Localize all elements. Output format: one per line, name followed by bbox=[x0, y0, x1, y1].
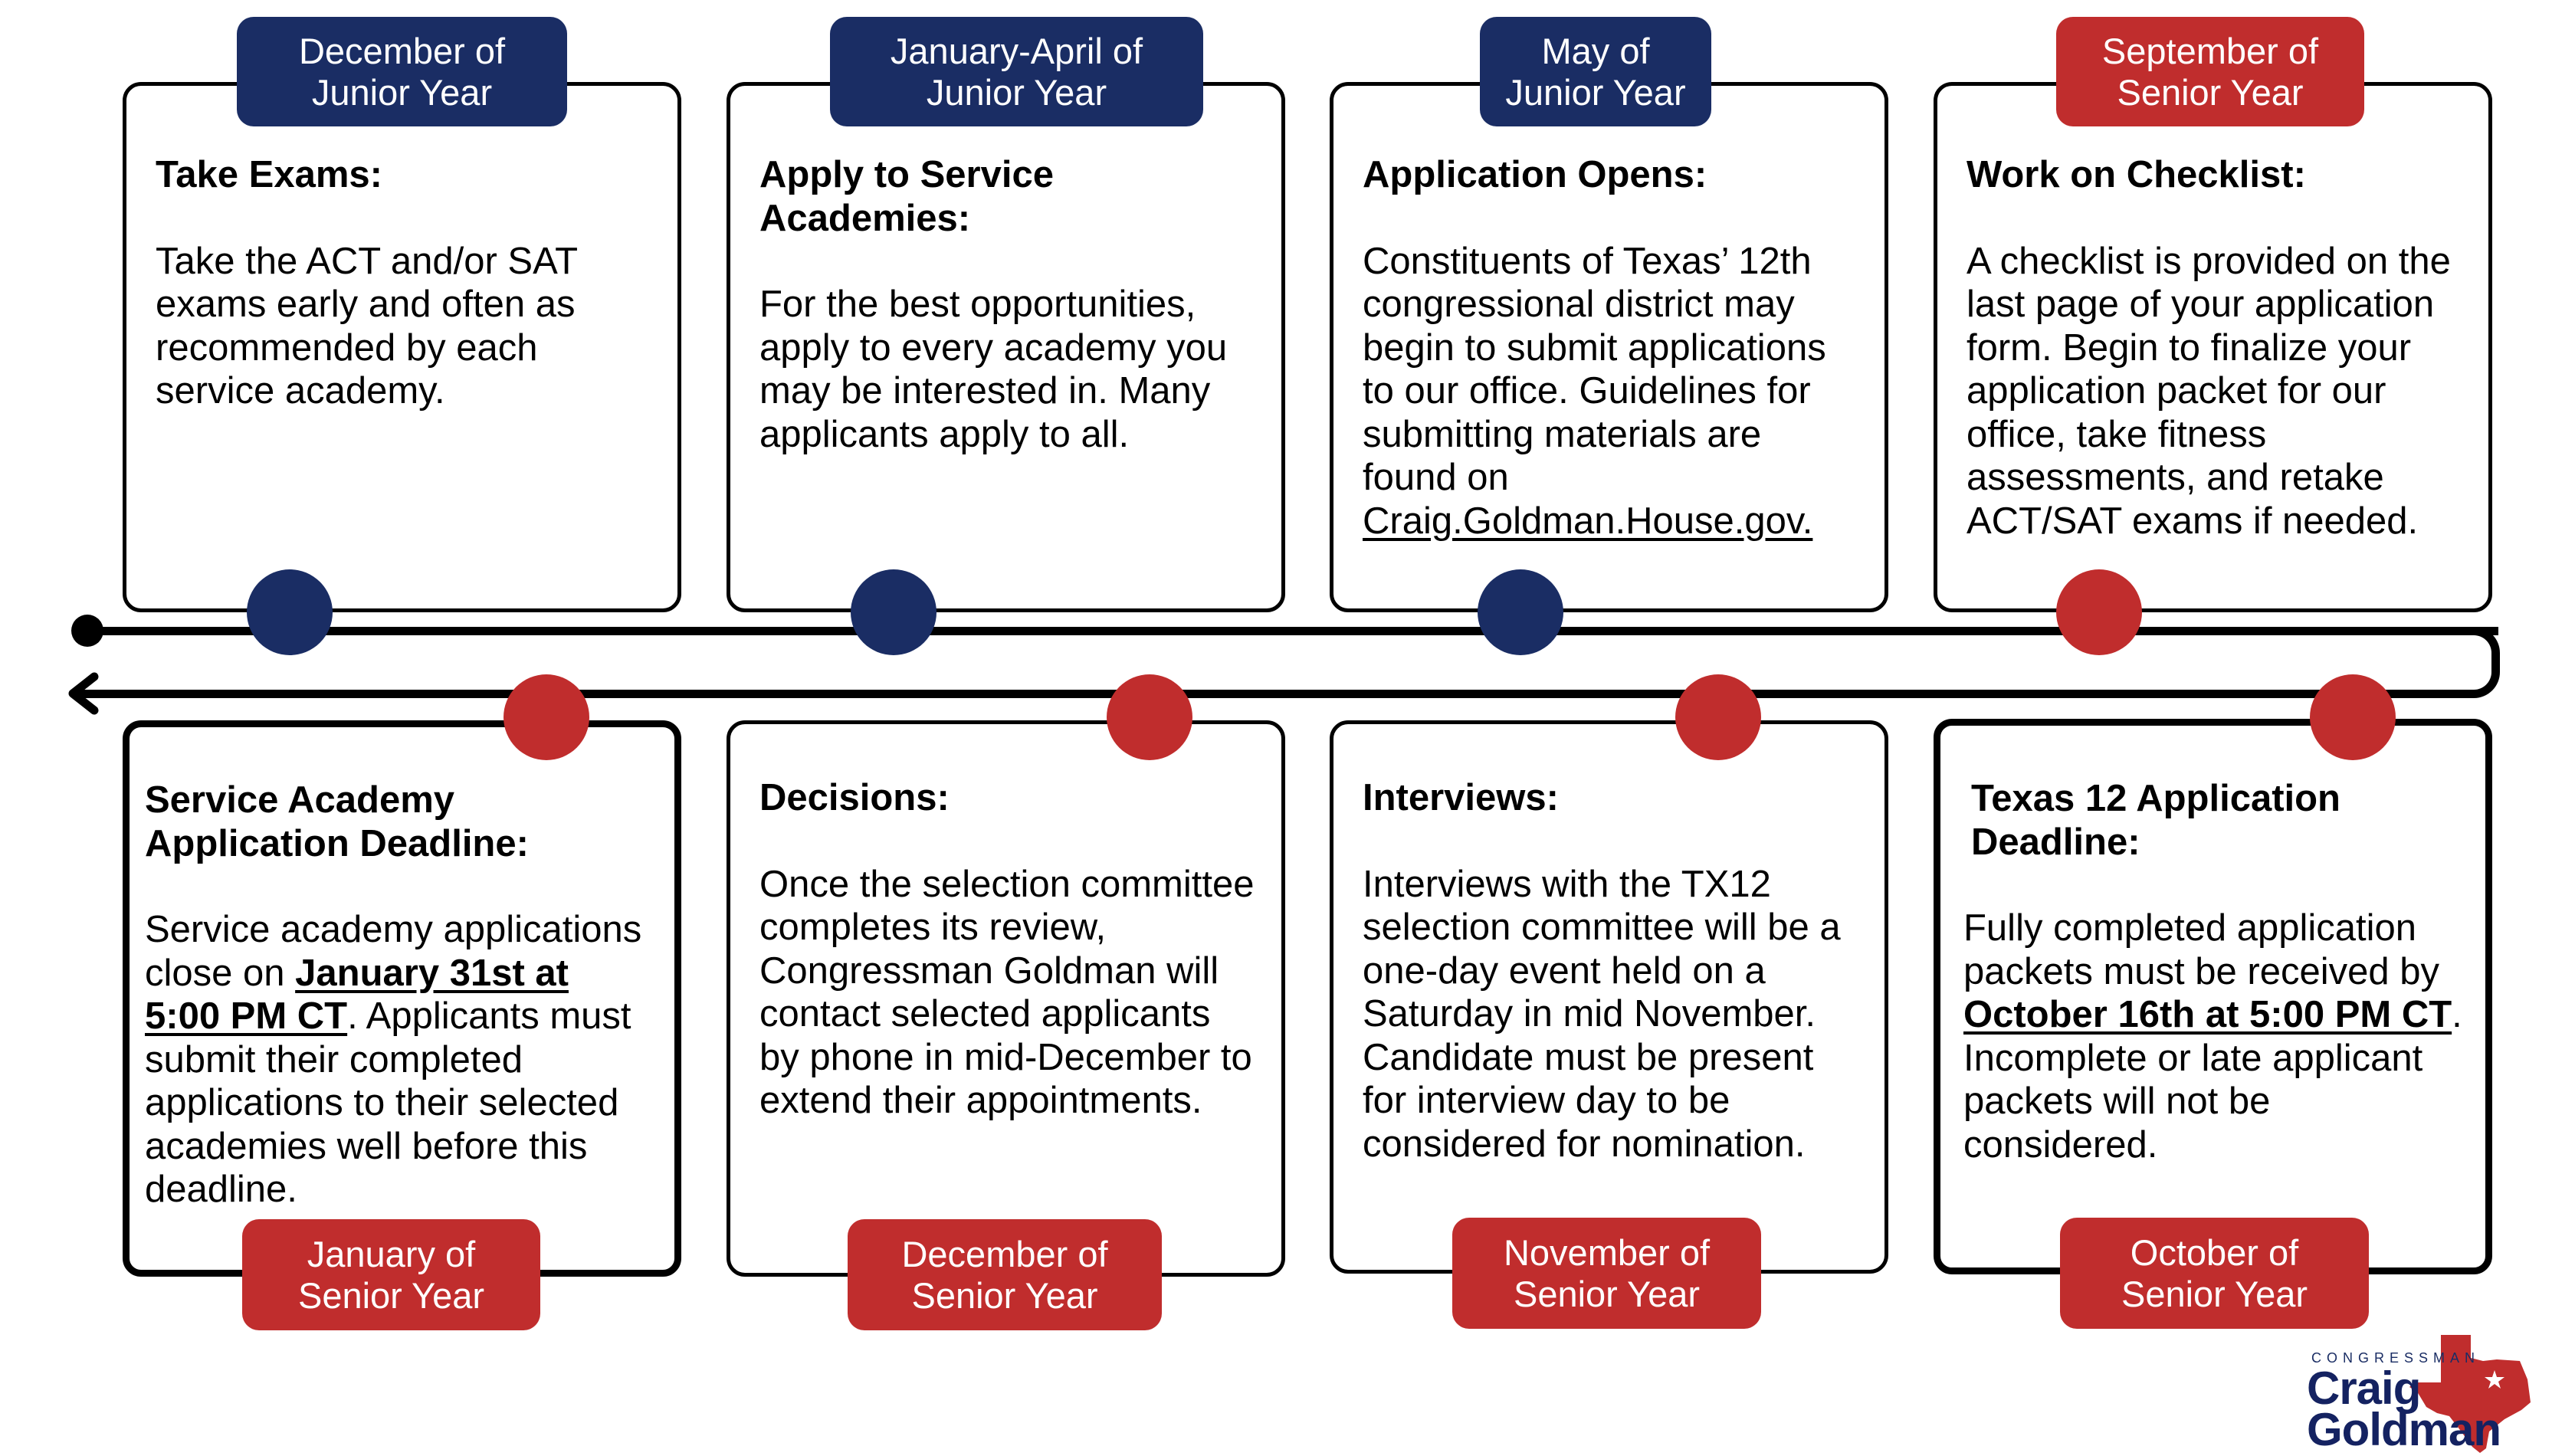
timeline-marker bbox=[2056, 569, 2142, 655]
logo-title: CONGRESSMAN bbox=[2311, 1350, 2481, 1366]
deadline-emphasis: October 16th at 5:00 PM CT bbox=[1963, 994, 2452, 1035]
milestone-title: Interviews: bbox=[1363, 777, 1559, 818]
milestone-body bbox=[1363, 240, 1862, 543]
milestone-card-apply-academies bbox=[727, 82, 1285, 612]
milestone-body-text: Constituents of Texas’ 12th congressional district may begin to submit applications to our office. Guidelines for submitting materials are found on bbox=[1363, 240, 1826, 498]
website-link[interactable]: Craig.Goldman.House.gov. bbox=[1363, 500, 1813, 542]
milestone-card-decisions bbox=[727, 720, 1285, 1277]
logo-last-name: Goldman bbox=[2307, 1404, 2501, 1455]
milestone-title: Work on Checklist: bbox=[1967, 154, 2306, 195]
timeline-track-lower bbox=[77, 690, 2422, 698]
date-label-line: September of bbox=[2101, 30, 2319, 71]
date-label-january-senior bbox=[242, 1219, 540, 1330]
milestone-body: For the best opportunities, apply to every academy you may be interested in. Many applicants apply to all. bbox=[759, 284, 1228, 455]
milestone-title: Apply to Service Academies: bbox=[759, 154, 1054, 239]
arrow-left-icon bbox=[65, 672, 103, 715]
milestone-body: A checklist is provided on the last page of your application form. Begin to finalize your application packet for our office, take fitness assessments, and retake ACT/SAT exams if needed. bbox=[1967, 240, 2451, 542]
date-label-line: Junior Year bbox=[926, 71, 1107, 113]
date-label-line: Junior Year bbox=[1505, 71, 1686, 113]
date-label-october-senior bbox=[2060, 1218, 2369, 1329]
milestone-card-interviews bbox=[1330, 720, 1888, 1274]
date-label-may-junior bbox=[1480, 17, 1711, 126]
deadline-emphasis: January 31st at 5:00 PM CT bbox=[145, 952, 569, 1037]
logo-first-name: Craig bbox=[2307, 1363, 2421, 1414]
timeline-marker bbox=[504, 674, 589, 760]
date-label-line: December of bbox=[298, 30, 506, 71]
timeline-marker bbox=[247, 569, 333, 655]
milestone-title: Take Exams: bbox=[156, 154, 382, 195]
milestone-body-text: Fully completed application packets must be received by bbox=[1963, 907, 2439, 992]
date-label-december-senior bbox=[848, 1219, 1162, 1330]
milestone-title: Application Opens: bbox=[1363, 154, 1707, 195]
milestone-card-service-academy-deadline bbox=[123, 720, 681, 1277]
congressman-logo bbox=[2299, 1318, 2575, 1455]
timeline-marker bbox=[1675, 674, 1761, 760]
timeline-marker bbox=[1107, 674, 1192, 760]
date-label-line: November of bbox=[1503, 1231, 1711, 1273]
milestone-body: Take the ACT and/or SAT exams early and often as recommended by each service academy. bbox=[156, 240, 578, 412]
date-label-december-junior bbox=[237, 17, 567, 126]
date-label-line: Junior Year bbox=[311, 71, 493, 113]
milestone-card-tx12-deadline bbox=[1934, 719, 2492, 1274]
milestone-body-text: . Applicants must submit their completed applications to their selected academies well before this deadline. bbox=[145, 995, 631, 1210]
timeline-marker bbox=[2310, 674, 2396, 760]
milestone-body bbox=[145, 908, 651, 1212]
date-label-line: Senior Year bbox=[2121, 1273, 2308, 1314]
date-label-line: January of bbox=[307, 1233, 476, 1274]
milestone-body-text: Service academy applications close on bbox=[145, 909, 642, 994]
timeline-track-turn bbox=[2414, 627, 2500, 698]
milestone-card-work-on-checklist bbox=[1934, 82, 2492, 612]
date-label-line: January-April of bbox=[890, 30, 1143, 71]
milestone-title: Texas 12 Application Deadline: bbox=[1971, 778, 2340, 863]
date-label-line: October of bbox=[2130, 1231, 2299, 1273]
date-label-september-senior bbox=[2056, 17, 2364, 126]
date-label-line: December of bbox=[901, 1233, 1108, 1274]
timeline-marker bbox=[1478, 569, 1563, 655]
date-label-line: Senior Year bbox=[297, 1274, 485, 1316]
milestone-body-text: . Incomplete or late applicant packets will not be considered. bbox=[1963, 994, 2462, 1166]
milestone-card-application-opens bbox=[1330, 82, 1888, 612]
milestone-body bbox=[1963, 907, 2462, 1166]
date-label-line: May of bbox=[1541, 30, 1650, 71]
date-label-jan-apr-junior bbox=[830, 17, 1203, 126]
milestone-card-take-exams bbox=[123, 82, 681, 612]
date-label-november-senior bbox=[1452, 1218, 1761, 1329]
milestone-title: Service Academy Application Deadline: bbox=[145, 779, 529, 864]
date-label-line: Senior Year bbox=[1513, 1273, 1701, 1314]
date-label-line: Senior Year bbox=[2117, 71, 2304, 113]
milestone-title: Decisions: bbox=[759, 777, 950, 818]
date-label-line: Senior Year bbox=[911, 1274, 1098, 1316]
milestone-body: Interviews with the TX12 selection committee will be a one-day event held on a Saturday in mid November. Candidate must be present for interview day to be considered for nomination. bbox=[1363, 863, 1841, 1165]
milestone-body: Once the selection committee completes its review, Congressman Goldman will contact selected applicants by phone in mid-December to extend their appointments. bbox=[759, 863, 1255, 1121]
timeline-marker bbox=[851, 569, 937, 655]
